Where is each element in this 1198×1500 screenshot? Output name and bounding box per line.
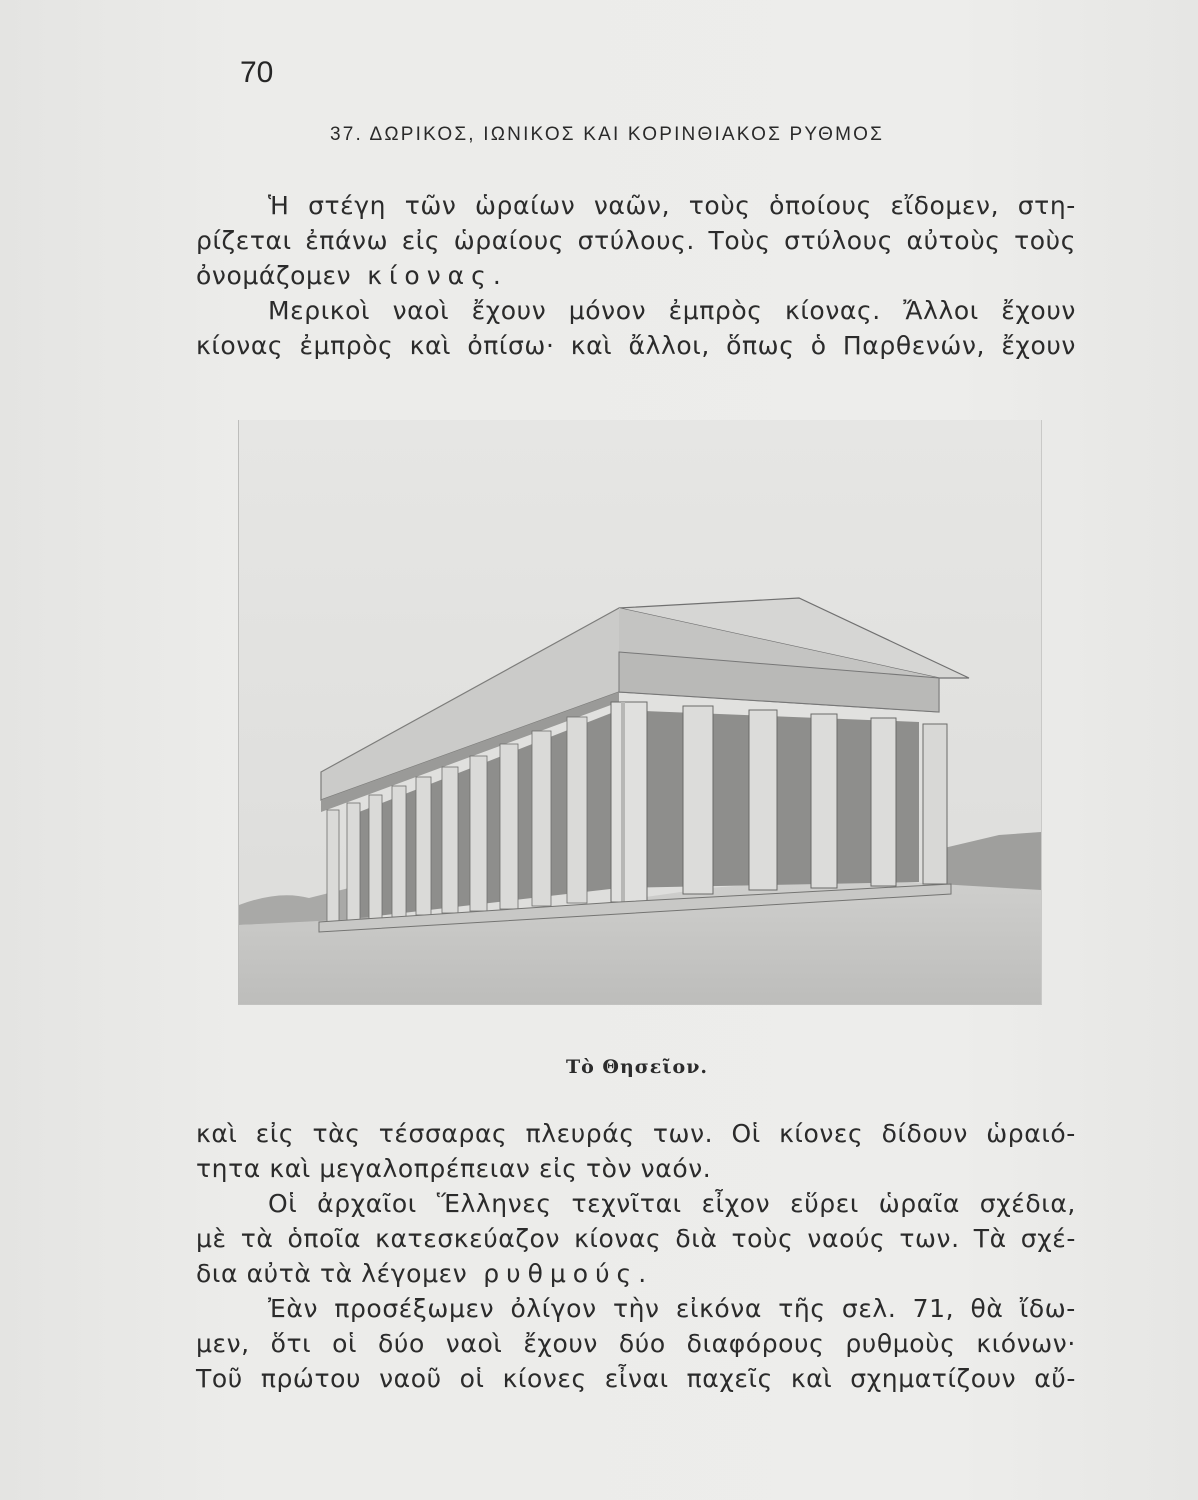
- text-line: ρίζεται ἐπάνω εἰς ὡραίους στύλους. Τοὺς στύλους αὐτοὺς τοὺς: [196, 226, 1076, 255]
- text-line: κίονας ἐμπρὸς καὶ ὀπίσω· καὶ ἄλλοι, ὅπως ὁ Παρθενών, ἔχουν: [196, 331, 1076, 360]
- figure-caption: Τὸ Θησεῖον.: [566, 1056, 709, 1078]
- text-line: Ἐὰν προσέξωμεν ὀλίγον τὴν εἰκόνα τῆς σελ. 71, θὰ ἴδω-: [268, 1294, 1076, 1323]
- text-line: ὀνομάζομεν κίονας.: [196, 258, 1076, 293]
- temple-photograph: [238, 420, 1042, 1005]
- section-title: 37. ΔΩΡΙΚΟΣ, ΙΩΝΙΚΟΣ ΚΑΙ ΚΟΡΙΝΘΙΑΚΟΣ ΡΥΘΜΟΣ: [330, 124, 885, 145]
- text-line: Τοῦ πρώτου ναοῦ οἱ κίονες εἶναι παχεῖς καὶ σχηματίζουν αὔ-: [196, 1364, 1076, 1393]
- text-line: μὲ τὰ ὁποῖα κατεσκεύαζον κίονας διὰ τοὺς ναούς των. Τὰ σχέ-: [196, 1224, 1076, 1253]
- paragraph-rhythms: [196, 1116, 1076, 1396]
- theseion-illustration: [239, 420, 1041, 1004]
- paragraph-roofs: [196, 188, 1076, 363]
- text-line: τητα καὶ μεγαλοπρέπειαν εἰς τὸν ναόν.: [196, 1154, 712, 1183]
- text-line: Μερικοὶ ναοὶ ἔχουν μόνον ἐμπρὸς κίονας. Ἄλλοι ἔχουν: [268, 296, 1076, 325]
- emphasized-term: ρυθμούς.: [483, 1259, 654, 1288]
- text-line: μεν, ὅτι οἱ δύο ναοὶ ἔχουν δύο διαφόρους ρυθμοὺς κιόνων·: [196, 1329, 1076, 1358]
- emphasized-term: κίονας.: [367, 261, 508, 290]
- text-line: δια αὐτὰ τὰ λέγομεν ρυθμούς.: [196, 1256, 1076, 1291]
- text-line: καὶ εἰς τὰς τέσσαρας πλευράς των. Οἱ κίονες δίδουν ὡραιό-: [196, 1119, 1076, 1148]
- text-line: Οἱ ἀρχαῖοι Ἕλληνες τεχνῖται εἶχον εὕρει ὡραῖα σχέδια,: [268, 1189, 1076, 1218]
- text-line: Ἡ στέγη τῶν ὡραίων ναῶν, τοὺς ὁποίους εἴδομεν, στη-: [268, 191, 1076, 220]
- page-number: 70: [240, 56, 274, 89]
